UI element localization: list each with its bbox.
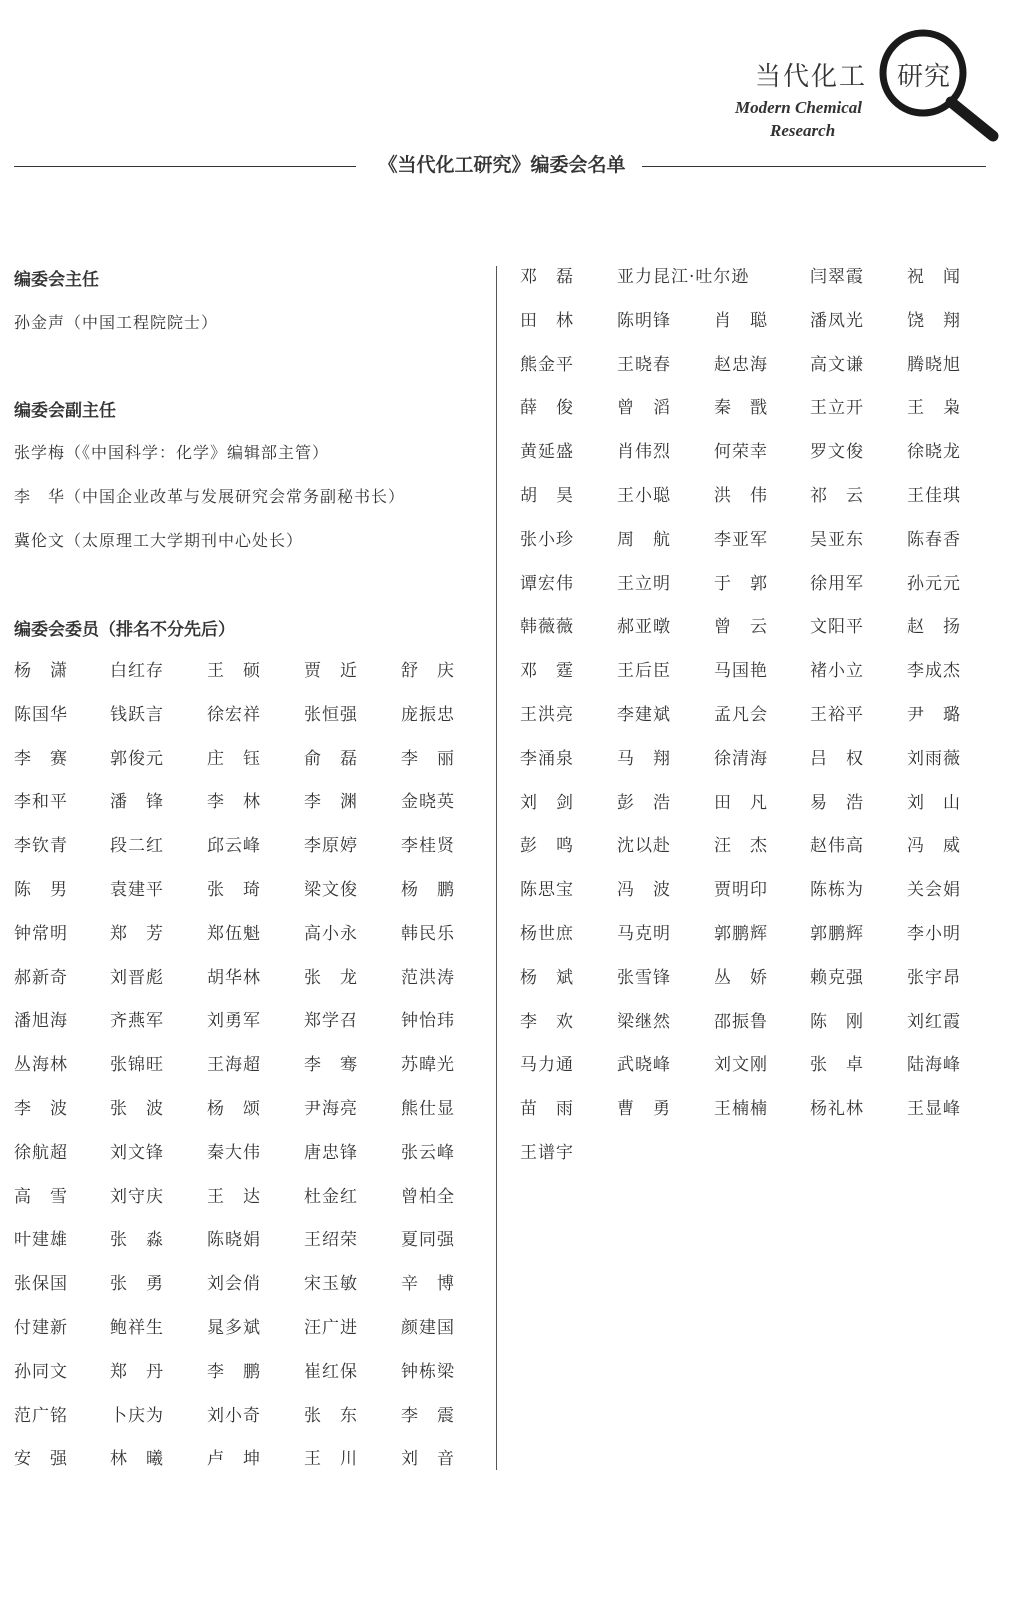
member-name: 田 凡 [714,792,768,813]
member-name: 赵忠海 [714,354,768,375]
member-name: 钟栋梁 [401,1361,455,1382]
member-name: 马力通 [520,1055,574,1076]
logo-english-name-line2: Research [770,121,836,140]
member-name: 梁继然 [617,1011,671,1032]
member-name: 王 川 [304,1449,358,1470]
member-name: 钟常明 [14,923,68,944]
member-name: 刘文刚 [714,1055,768,1076]
member-name: 范洪涛 [401,967,455,988]
member-name: 郭鹏辉 [714,924,768,944]
member-name: 腾晓旭 [907,354,961,375]
member-name: 庞振忠 [401,704,455,725]
member-name: 王立明 [617,573,671,594]
member-name: 齐燕军 [110,1011,164,1032]
member-name: 韩民乐 [401,923,455,944]
member-name: 杨世庶 [520,924,574,944]
member-name: 赵 扬 [907,617,961,638]
deputy-entry: 李 华（中国企业改革与发展研究会常务副秘书长） [14,487,406,506]
member-name: 陈国华 [14,704,68,725]
member-name: 郭鹏辉 [810,924,864,944]
member-name: 范广铭 [14,1405,68,1426]
member-name: 张 琦 [207,880,261,900]
member-name: 刘 山 [907,792,961,813]
logo-chinese-name: 当代化工 [755,62,868,92]
member-name: 李钦青 [14,836,68,857]
member-name: 徐宏祥 [207,704,261,725]
member-name: 丛海林 [14,1055,68,1076]
member-name: 邓 磊 [520,267,574,287]
member-name: 吕 权 [810,748,864,769]
member-name: 武晓峰 [617,1055,671,1076]
member-name: 钱跃言 [110,704,164,725]
member-name: 洪 伟 [714,486,768,506]
member-name: 汪广进 [304,1318,358,1338]
magnifier-icon [875,28,1005,143]
member-name: 张保国 [14,1274,68,1295]
member-name: 亚力昆江·吐尔逊 [617,267,750,287]
member-name: 马克明 [617,924,671,944]
member-name: 刘晋彪 [110,967,164,988]
title-row [14,150,986,180]
member-name: 尹 璐 [907,705,961,725]
member-name: 李 震 [401,1405,455,1426]
member-name: 徐清海 [714,748,768,769]
member-name: 袁建平 [110,880,164,900]
member-name: 刘雨薇 [907,748,961,769]
member-name: 李 赛 [14,748,68,769]
member-name: 宋玉敏 [304,1274,358,1295]
member-name: 陈 男 [14,880,68,900]
deputy-entry: 冀伦文（太原理工大学期刊中心处长） [14,531,304,550]
member-name: 王绍荣 [304,1230,358,1251]
member-name: 张 龙 [304,967,358,988]
member-name: 郑学召 [304,1011,358,1032]
member-name: 张 波 [110,1099,164,1119]
member-name: 潘 锋 [110,792,164,813]
member-name: 卢 坤 [207,1449,261,1470]
logo-english-name-line1: Modern Chemical [735,98,863,117]
member-name: 颜建国 [401,1318,455,1338]
member-name: 张 淼 [110,1230,164,1251]
member-name: 晁多斌 [207,1318,261,1338]
member-name: 付建新 [14,1318,68,1338]
member-name: 赖克强 [810,967,864,988]
member-name: 王洪亮 [520,705,574,725]
member-name: 冯 波 [617,880,671,901]
member-name: 何荣幸 [714,442,768,463]
member-name: 李和平 [14,792,68,813]
member-name: 高文谦 [810,354,864,375]
member-name: 曾柏全 [401,1186,455,1207]
member-name: 熊金平 [520,354,574,375]
director-heading: 编委会主任 [14,270,99,290]
member-name: 王立开 [810,398,864,419]
member-name: 徐航超 [14,1142,68,1163]
member-name: 刘 剑 [520,792,574,813]
member-name: 马国艳 [714,661,768,682]
member-name: 秦大伟 [207,1142,261,1163]
member-name: 陈晓娟 [207,1230,261,1251]
member-name: 陈思宝 [520,880,574,901]
member-name: 陈栋为 [810,880,864,901]
member-name: 金晓英 [401,792,455,813]
member-name: 熊仕显 [401,1099,455,1119]
member-name: 李 林 [207,792,261,813]
journal-logo [735,28,1010,148]
member-name: 于 郭 [714,573,768,594]
member-name: 沈以赴 [617,836,671,857]
member-name: 关会娟 [907,880,961,901]
member-name: 饶 翔 [907,310,961,331]
member-name: 刘会俏 [207,1274,261,1295]
member-name: 李成杰 [907,661,961,682]
member-name: 王裕平 [810,705,864,725]
member-name: 贾明印 [714,880,768,901]
member-name: 王 达 [207,1186,261,1207]
member-name: 田 林 [520,310,574,331]
member-name: 汪 杰 [714,836,768,857]
member-name: 王晓春 [617,354,671,375]
member-name: 潘旭海 [14,1011,68,1032]
member-name: 曹 勇 [617,1099,671,1120]
member-name: 祁 云 [810,486,864,506]
member-name: 郑 芳 [110,923,164,944]
member-name: 刘守庆 [110,1186,164,1207]
member-name: 张宇昂 [907,967,961,988]
member-name: 张 东 [304,1405,358,1426]
column-divider [496,266,497,1470]
member-name: 易 浩 [810,792,864,813]
member-name: 李 渊 [304,792,358,813]
member-name: 王 枭 [907,398,961,419]
director-entry: 孙金声（中国工程院院士） [14,313,219,332]
title-rule-left [14,166,356,167]
member-name: 王显峰 [907,1099,961,1120]
member-name: 李 鹏 [207,1361,261,1382]
member-name: 曾 云 [714,617,768,638]
member-name: 闫翠霞 [810,267,864,287]
member-name: 谭宏伟 [520,573,574,594]
member-name: 王后臣 [617,661,671,682]
member-name: 鲍祥生 [110,1318,164,1338]
member-name: 胡 昊 [520,486,574,506]
member-name: 安 强 [14,1449,68,1470]
member-name: 褚小立 [810,661,864,682]
member-name: 孙同文 [14,1361,68,1382]
member-name: 刘 音 [401,1449,455,1470]
member-name: 贾 近 [304,661,358,681]
member-name: 夏同强 [401,1230,455,1251]
member-name: 胡华林 [207,967,261,988]
member-name: 王海超 [207,1055,261,1076]
member-name: 卜庆为 [110,1405,164,1426]
member-name: 郑伍魁 [207,923,261,944]
logo-chinese-name-research: 研究 [897,62,952,92]
member-name: 杜金红 [304,1186,358,1207]
member-name: 刘红霞 [907,1011,961,1032]
member-name: 罗文俊 [810,442,864,463]
member-name: 杨礼林 [810,1099,864,1120]
member-name: 俞 磊 [304,748,358,769]
member-name: 马 翔 [617,748,671,769]
title-rule-right [642,166,986,167]
member-name: 李 波 [14,1099,68,1119]
member-name: 杨 颂 [207,1099,261,1119]
member-name: 韩薇薇 [520,617,574,638]
member-name: 郝新奇 [14,967,68,988]
member-name: 郑 丹 [110,1361,164,1382]
member-name: 张雪锋 [617,967,671,988]
member-name: 赵伟高 [810,836,864,857]
member-name: 崔红保 [304,1361,358,1382]
member-name: 彭 鸣 [520,836,574,857]
member-name: 林 曦 [110,1449,164,1470]
member-name: 冯 威 [907,836,961,857]
member-name: 杨 斌 [520,967,574,988]
member-name: 张 勇 [110,1274,164,1295]
member-name: 祝 闻 [907,267,961,287]
member-name: 李涌泉 [520,748,574,769]
member-name: 苏暐光 [401,1055,455,1076]
member-name: 张锦旺 [110,1055,164,1076]
member-name: 张恒强 [304,704,358,725]
member-name: 苗 雨 [520,1099,574,1120]
member-name: 尹海亮 [304,1099,358,1119]
page-title: 《当代化工研究》编委会名单 [378,154,626,176]
member-name: 吴亚东 [810,529,864,550]
member-name: 白红存 [110,661,164,681]
member-name: 段二红 [110,836,164,857]
member-name: 钟怡玮 [401,1011,455,1032]
member-name: 李桂贤 [401,836,455,857]
member-name: 孟凡会 [714,705,768,725]
member-name: 李原婷 [304,836,358,857]
member-name: 薛 俊 [520,398,574,419]
member-name: 王小聪 [617,486,671,506]
member-name: 高 雪 [14,1186,68,1207]
member-name: 王佳琪 [907,486,961,506]
member-name: 周 航 [617,529,671,550]
member-name: 文阳平 [810,617,864,638]
member-name: 叶建雄 [14,1230,68,1251]
member-name: 杨 潇 [14,661,68,681]
member-name: 邓 霆 [520,661,574,682]
member-name: 张小珍 [520,529,574,550]
member-name: 唐忠锋 [304,1142,358,1163]
member-name: 孙元元 [907,573,961,594]
deputy-entry: 张学梅（《中国科学：化学》编辑部主管） [14,443,330,462]
member-name: 王谱宇 [520,1143,574,1163]
member-name: 黄延盛 [520,442,574,463]
member-name: 彭 浩 [617,792,671,813]
member-name: 郭俊元 [110,748,164,769]
member-name: 陆海峰 [907,1055,961,1076]
member-name: 刘小奇 [207,1405,261,1426]
member-name: 肖 聪 [714,310,768,331]
member-name: 梁文俊 [304,880,358,900]
member-name: 邱云峰 [207,836,261,857]
member-name: 张云峰 [401,1142,455,1163]
member-name: 邵振鲁 [714,1011,768,1032]
member-name: 舒 庆 [401,661,455,681]
deputy-heading: 编委会副主任 [14,401,116,421]
member-name: 李小明 [907,924,961,944]
member-name: 王 硕 [207,661,261,681]
member-name: 陈明锋 [617,310,671,331]
member-name: 李 欢 [520,1011,574,1032]
member-name: 辛 博 [401,1274,455,1295]
members-heading: 编委会委员（排名不分先后） [14,620,235,640]
member-name: 丛 娇 [714,967,768,988]
member-name: 王楠楠 [714,1099,768,1120]
member-name: 曾 滔 [617,398,671,419]
member-name: 徐用军 [810,573,864,594]
member-name: 高小永 [304,923,358,944]
member-name: 郝亚暾 [617,617,671,638]
member-name: 潘凤光 [810,310,864,331]
member-name: 李 丽 [401,748,455,769]
member-name: 肖伟烈 [617,442,671,463]
member-name: 刘勇军 [207,1011,261,1032]
member-name: 庄 钰 [207,748,261,769]
member-name: 陈春香 [907,529,961,550]
member-name: 杨 鹏 [401,880,455,900]
member-name: 张 卓 [810,1055,864,1076]
member-name: 秦 戬 [714,398,768,419]
member-name: 李亚军 [714,529,768,550]
member-name: 李建斌 [617,705,671,725]
member-name: 刘文锋 [110,1142,164,1163]
member-name: 徐晓龙 [907,442,961,463]
member-name: 陈 刚 [810,1011,864,1032]
member-name: 李 骞 [304,1055,358,1076]
